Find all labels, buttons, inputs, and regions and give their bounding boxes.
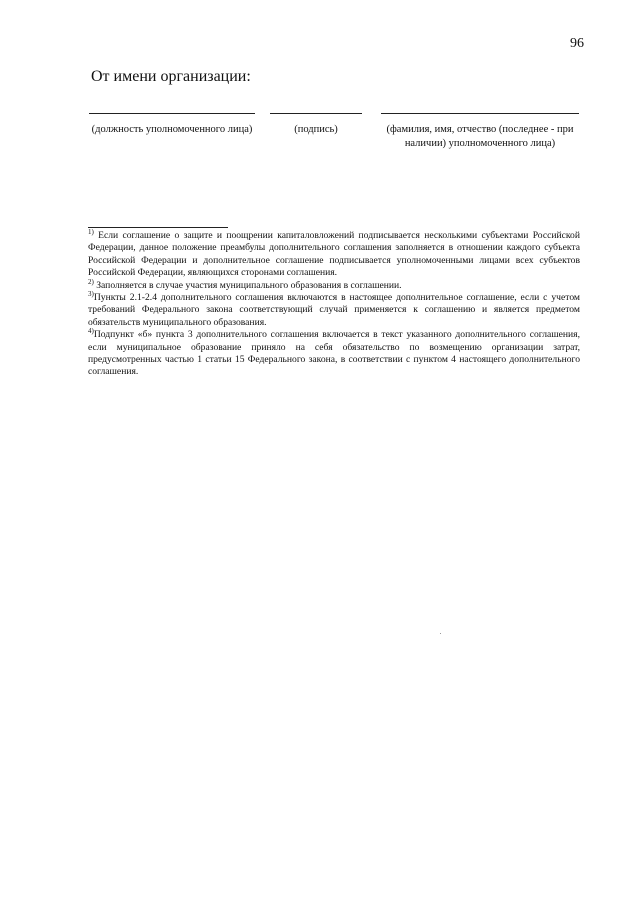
position-caption: (должность уполномоченного лица): [91, 124, 253, 135]
position-column: [89, 113, 255, 137]
footnote-text: Заполняется в случае участия муниципального образования в соглашении.: [93, 279, 402, 291]
footnote-3: [88, 289, 580, 329]
footnote-1: [88, 227, 580, 280]
footnote-mark: 3): [88, 289, 94, 298]
footnote-4: [88, 329, 580, 379]
position-line: [89, 113, 255, 114]
footnote-text: Если соглашение о защите и поощрении капиталовложений подписывается несколькими субъектами Российской Федерации, данное положение преамбулы дополнительного соглашения заполняется в отношении каждого субъекта Российской Федерации и дополнительное соглашение подписывается уполномоченными лицами всех субъектов Российской Федерации, являющихся сторонами соглашения.: [88, 230, 580, 279]
footnote-mark: 2): [88, 277, 94, 286]
signature-column: [270, 113, 362, 137]
footnote-2: [88, 277, 580, 292]
footnote-text: Пункты 2.1-2.4 дополнительного соглашения включаются в настоящее дополнительное соглашение, если с учетом требований Федерального закона соответствующий случай применяется к соглашению и является предметом обязательств муниципального образования.: [88, 292, 580, 328]
signature-line: [270, 113, 362, 114]
name-caption: (фамилия, имя, отчество (последнее - при наличии) уполномоченного лица): [386, 124, 574, 149]
signature-caption: (подпись): [294, 124, 338, 135]
footnote-mark: 4): [88, 327, 94, 336]
signature-block: [86, 113, 581, 163]
organization-heading: От имени организации:: [91, 68, 251, 85]
scan-speck: [440, 633, 441, 634]
footnote-separator: [88, 227, 228, 228]
footnote-mark: 1): [88, 227, 94, 236]
footnotes: [88, 227, 580, 379]
name-line: [381, 113, 579, 114]
page-number: 96: [570, 36, 584, 51]
footnote-text: Подпункт «б» пункта 3 дополнительного соглашения включается в текст указанного дополнительного соглашения, если муниципальное образование приняло на себя обязательство по возмещению организации затрат, предусмотренных частью 1 статьи 15 Федерального закона, в соответствии с пунктом 4 настоящего дополнительного соглашения.: [88, 329, 580, 378]
name-column: [381, 113, 579, 151]
